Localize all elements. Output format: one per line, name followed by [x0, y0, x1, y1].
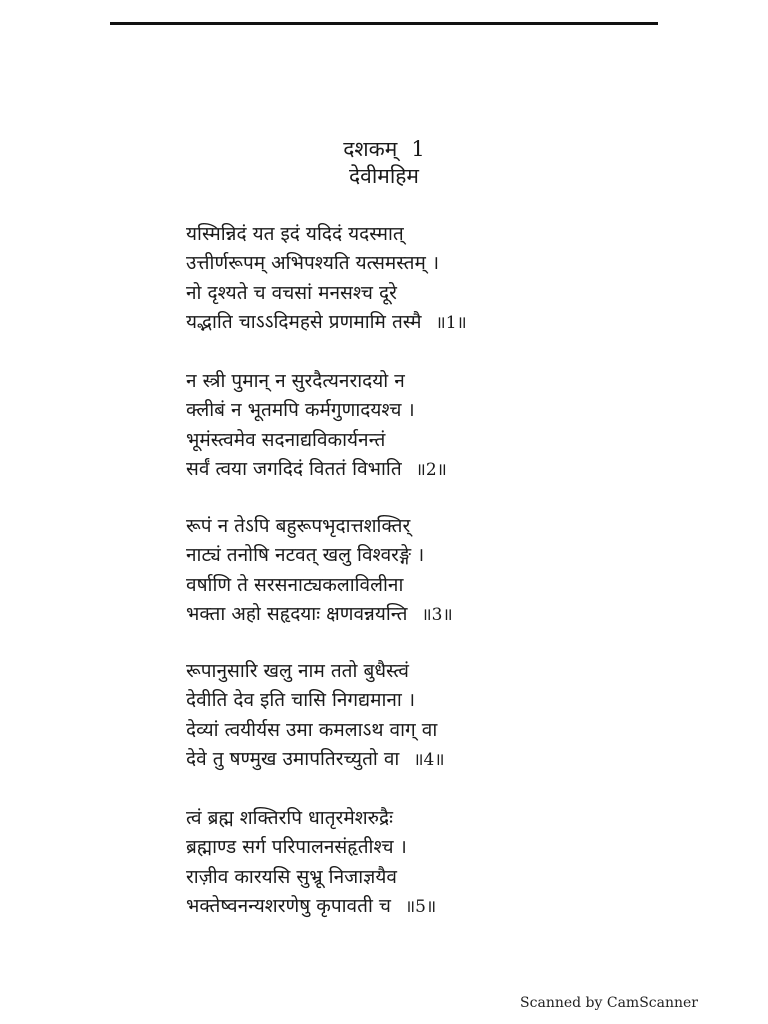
verse-text: भक्तेष्वनन्यशरणेषु कृपावती च [186, 894, 391, 917]
verse-line [186, 308, 546, 337]
dashakam-number: 1 [411, 137, 425, 161]
verse-text: भक्ता अहो सहृदयाः क्षणवन्नयन्ति [186, 602, 408, 625]
verse-line [186, 745, 546, 774]
top-rule [110, 22, 658, 25]
verse-line [186, 455, 546, 484]
verse-line: ब्रह्माण्ड सर्ग परिपालनसंहृतीश्च । [186, 836, 407, 859]
verse-line: क्लीबं न भूतमपि कर्मगुणादयश्च । [186, 399, 415, 422]
dashakam-label: दशकम् [343, 137, 398, 161]
verse-line: नाट्यं तनोषि नटवत् खलु विश्वरङ्गे । [186, 544, 425, 567]
verse-line: यस्मिन्निदं यत इदं यदिदं यदस्मात् [186, 223, 404, 245]
verse-number: ॥2॥ [415, 459, 447, 480]
scanner-watermark: Scanned by CamScanner [520, 995, 698, 1011]
section-title: देवीमहिम [349, 164, 419, 188]
verse-number: ॥1॥ [435, 312, 467, 333]
verse-text: देवे तु षण्मुख उमापतिरच्युतो वा [186, 747, 400, 770]
stanza-1 [186, 220, 546, 337]
verse-number: ॥4॥ [413, 749, 445, 770]
verse-line: रूपानुसारि खलु नाम ततो बुधैस्त्वं [186, 660, 409, 682]
verse-line: भूमंस्त्वमेव सदनाद्यविकार्यनन्तं [186, 428, 386, 451]
verse-line: रूपं न तेऽपि बहुरूपभृदात्तशक्तिर् [186, 515, 411, 537]
verse-line: नो दृश्यते च वचसां मनसश्च दूरे [186, 281, 397, 304]
verse-line: राज़ीव कारयसि सुभ्रू निजाज्ञयैव [186, 865, 397, 888]
stanza-5 [186, 804, 546, 921]
verse-line: देव्यां त्वयीर्यस उमा कमलाऽथ वाग् वा [186, 718, 438, 741]
verse-text: यद्भाति चाऽऽदिमहसे प्रणमामि तस्मै [186, 310, 422, 333]
verse-line: त्वं ब्रह्म शक्तिरपि धातृरमेशरुद्रैः [186, 807, 393, 829]
verse-line: न स्त्री पुमान् न सुरदैत्यनरादयो न [186, 370, 405, 392]
verse-line: वर्षाणि ते सरसनाट्यकलाविलीना [186, 573, 404, 596]
stanza-4 [186, 657, 546, 774]
stanza-3 [186, 512, 546, 629]
verse-number: ॥5॥ [404, 896, 437, 917]
dashakam-heading [0, 135, 768, 163]
verse-line [186, 892, 546, 921]
verse-number: ॥3॥ [421, 604, 453, 625]
verse-line [186, 600, 546, 629]
verse-text: सर्वं त्वया जगदिदं विततं विभाति [186, 457, 402, 480]
verse-line: देवीति देव इति चासि निगद्यमाना । [186, 689, 416, 712]
verse-line: उत्तीर्णरूपम् अभिपश्यति यत्समस्तम् । [186, 252, 440, 275]
stanza-2 [186, 367, 546, 484]
